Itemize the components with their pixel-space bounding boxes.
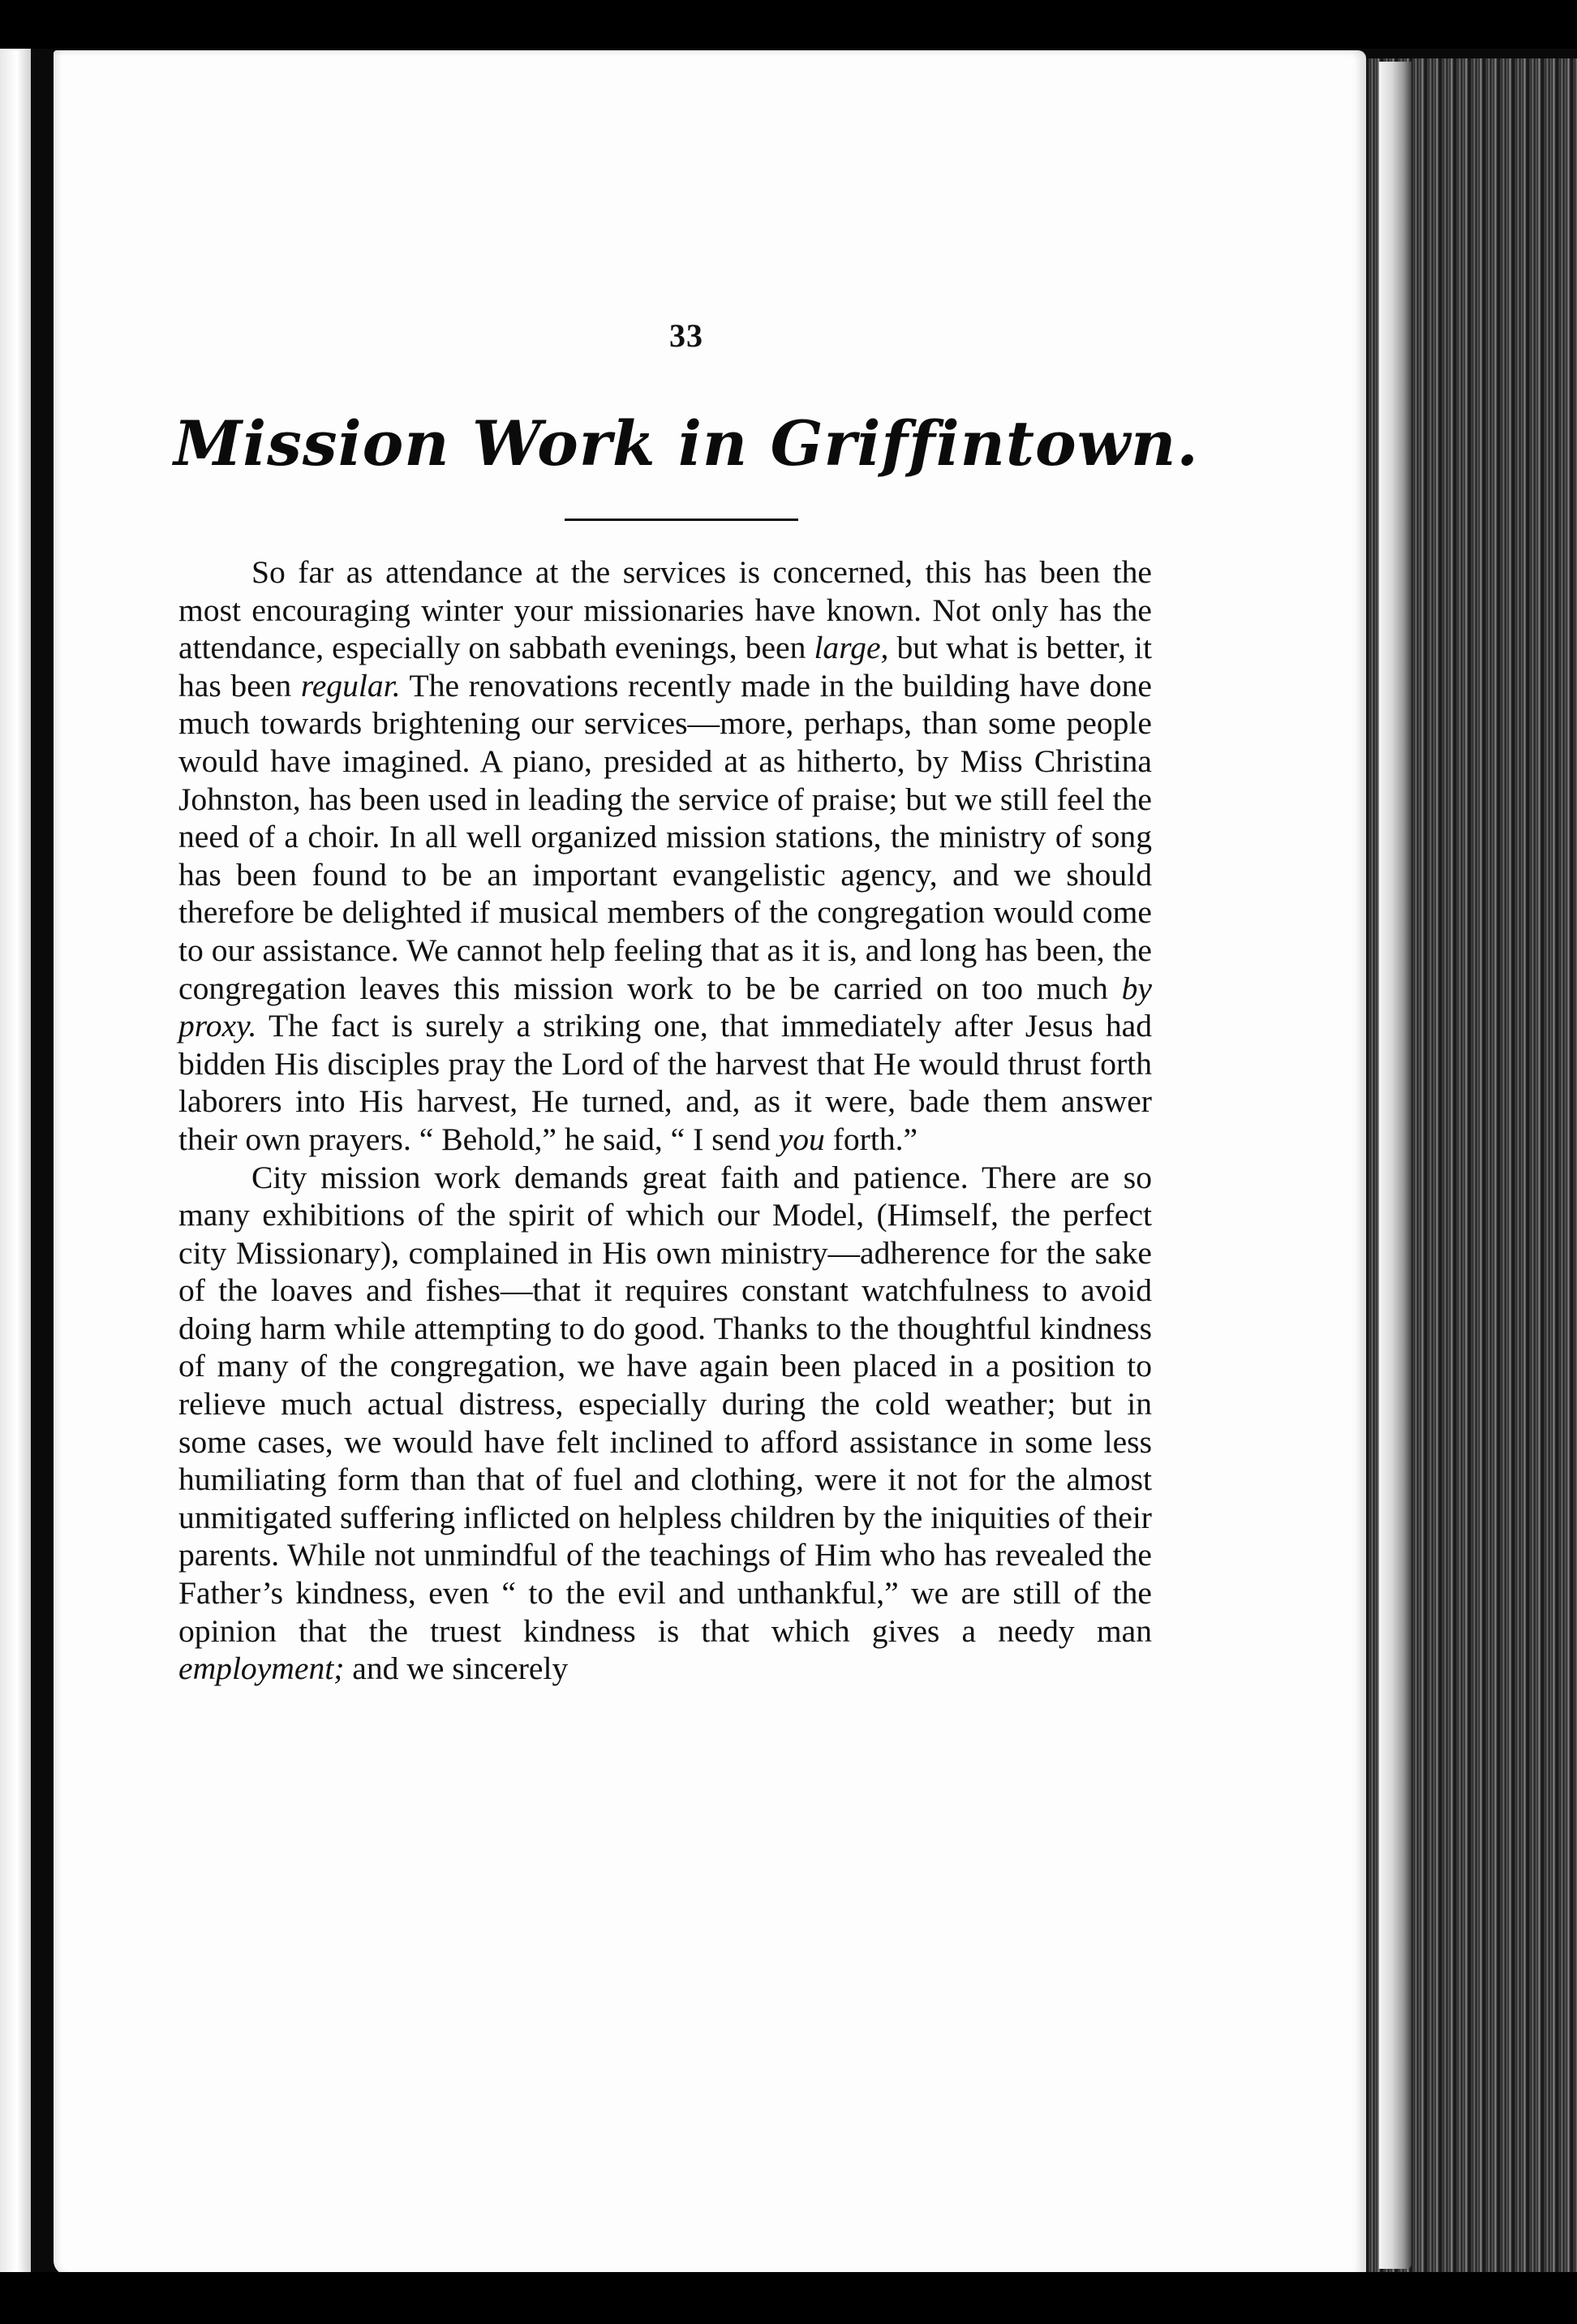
paragraph — [178, 553, 1152, 1159]
text-run: The fact is surely a striking one, that immediately after Jesus had bidden His disciples pray the Lord of the harvest that He would thrust forth laborers into His harvest, He turned, and, as it were, bade them answer their own prayers. “ Behold,” he said, “ I send — [178, 1008, 1152, 1157]
heading-divider — [565, 519, 798, 521]
italic-text: by proxy. — [178, 970, 1152, 1044]
book-page — [54, 50, 1366, 2275]
italic-text: large, — [814, 630, 889, 666]
body-text — [178, 553, 1152, 1688]
page-heading: Mission Work in Griffintown. — [174, 407, 1199, 480]
scan-border-bottom — [0, 2272, 1577, 2324]
italic-text: employment; — [178, 1650, 345, 1687]
page-fore-edge — [1379, 62, 1412, 2269]
text-run: and we sincerely — [344, 1650, 569, 1687]
text-run: The renovations recently made in the building have done much towards brightening our services—more, perhaps, than some people would have imagined. A piano, presided at as hitherto, by Miss Christina Johnston, has been used in leading the service of praise; but we still feel the need of a choir. In all well organized mission stations, the ministry of song has been found to be an important evangelistic agency, and we should therefore be delighted if musical members of the congregation would come to our assistance. We cannot help feeling that as it is, and long has been, the congregation leaves this mission work to be be carried on too much — [178, 667, 1152, 1006]
text-run: City mission work demands great faith and patience. There are so many exhibitions of the spirit of which our Model, (Himself, the perfect city Missionary), complained in His own ministry—adherence for the sake of the loaves and fishes—that it requires constant watchfulness to avoid doing harm while attempting to do good. Thanks to the thoughtful kindness of many of the congregation, we have again been placed in a position to relieve much actual distress, especially during the cold weather; but in some cases, we would have felt inclined to afford assistance in some less humiliating form than that of fuel and clothing, were it not for the almost unmitigated suffering inflicted on helpless children by the iniquities of their parents. While not unmindful of the teachings of Him who has revealed the Father’s kindness, even “ to the evil and unthankful,” we are still of the opinion that the truest kindness is that which gives a needy man — [178, 1159, 1152, 1649]
page-number: 33 — [669, 317, 703, 354]
scan-border-top — [0, 0, 1577, 49]
italic-text: you — [778, 1121, 825, 1157]
facing-page-edge — [0, 49, 31, 2272]
paragraph — [178, 1159, 1152, 1688]
text-run: So far as attendance at the services is concerned, this has been the most encouraging winter your missionaries have known. Not only has the attendance, especially on sabbath evenings, been — [178, 554, 1152, 666]
text-run: forth.” — [824, 1121, 918, 1157]
text-run: but what is better, it has been — [178, 630, 1152, 704]
italic-text: regular. — [300, 667, 401, 704]
